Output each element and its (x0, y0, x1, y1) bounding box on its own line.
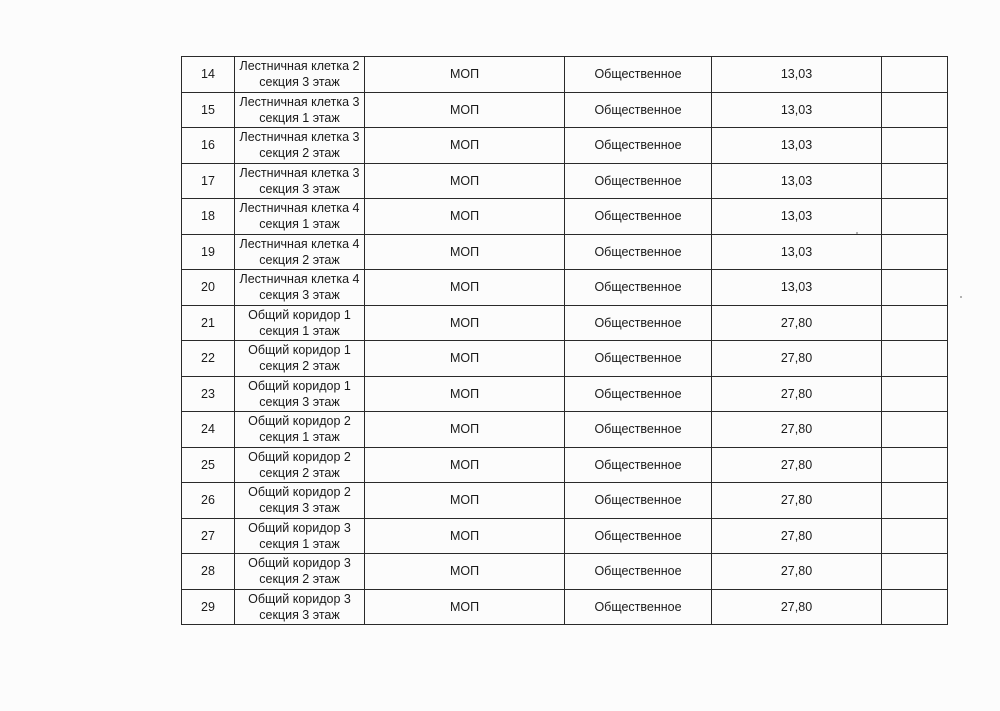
premises-name-line-2: секция 3 этаж (259, 501, 340, 516)
premises-area: 27,80 (712, 376, 882, 412)
premises-use: Общественное (565, 376, 712, 412)
premises-type: МОП (365, 589, 565, 625)
extra-cell (882, 483, 948, 519)
premises-name (235, 376, 365, 412)
premises-area: 13,03 (712, 234, 882, 270)
extra-cell (882, 270, 948, 306)
premises-area: 27,80 (712, 554, 882, 590)
table-row (182, 234, 948, 270)
premises-name (235, 412, 365, 448)
premises-area: 13,03 (712, 163, 882, 199)
premises-area: 27,80 (712, 412, 882, 448)
premises-area: 27,80 (712, 518, 882, 554)
table-row (182, 483, 948, 519)
premises-name-line-2: секция 3 этаж (259, 394, 340, 409)
premises-name-line-1: Лестничная клетка 3 (239, 130, 360, 145)
premises-name (235, 234, 365, 270)
row-number: 28 (182, 554, 235, 590)
premises-name-line-1: Лестничная клетка 3 (239, 94, 360, 109)
premises-name (235, 341, 365, 377)
row-number: 16 (182, 128, 235, 164)
premises-name-line-1: Лестничная клетка 4 (239, 272, 360, 287)
extra-cell (882, 234, 948, 270)
premises-name (235, 92, 365, 128)
table-row (182, 305, 948, 341)
extra-cell (882, 589, 948, 625)
premises-type: МОП (365, 305, 565, 341)
premises-use: Общественное (565, 483, 712, 519)
premises-area: 13,03 (712, 128, 882, 164)
premises-name-line-2: секция 3 этаж (259, 75, 340, 90)
extra-cell (882, 92, 948, 128)
premises-area: 13,03 (712, 270, 882, 306)
premises-name-line-1: Общий коридор 3 (248, 520, 351, 535)
premises-type: МОП (365, 483, 565, 519)
row-number: 20 (182, 270, 235, 306)
premises-name (235, 57, 365, 93)
extra-cell (882, 447, 948, 483)
premises-name-line-1: Лестничная клетка 4 (239, 236, 360, 251)
table-row (182, 199, 948, 235)
premises-name-line-1: Лестничная клетка 4 (239, 201, 360, 216)
extra-cell (882, 163, 948, 199)
premises-use: Общественное (565, 234, 712, 270)
row-number: 29 (182, 589, 235, 625)
premises-name-line-2: секция 2 этаж (259, 252, 340, 267)
premises-name-line-1: Общий коридор 3 (248, 591, 351, 606)
premises-name (235, 518, 365, 554)
premises-name-line-1: Лестничная клетка 3 (239, 165, 360, 180)
table-row (182, 57, 948, 93)
table-row (182, 412, 948, 448)
premises-name-line-1: Общий коридор 1 (248, 378, 351, 393)
row-number: 27 (182, 518, 235, 554)
premises-use: Общественное (565, 554, 712, 590)
premises-area: 13,03 (712, 57, 882, 93)
table-row (182, 518, 948, 554)
premises-use: Общественное (565, 92, 712, 128)
table-row (182, 447, 948, 483)
premises-area: 27,80 (712, 483, 882, 519)
table-row (182, 163, 948, 199)
premises-area: 13,03 (712, 92, 882, 128)
premises-name (235, 163, 365, 199)
extra-cell (882, 305, 948, 341)
premises-area: 27,80 (712, 447, 882, 483)
row-number: 19 (182, 234, 235, 270)
premises-name-line-2: секция 1 этаж (259, 110, 340, 125)
premises-use: Общественное (565, 447, 712, 483)
row-number: 15 (182, 92, 235, 128)
premises-name-line-2: секция 3 этаж (259, 288, 340, 303)
premises-name (235, 199, 365, 235)
premises-name-line-1: Общий коридор 1 (248, 343, 351, 358)
premises-type: МОП (365, 412, 565, 448)
premises-name (235, 305, 365, 341)
extra-cell (882, 554, 948, 590)
premises-name (235, 554, 365, 590)
premises-name (235, 589, 365, 625)
row-number: 22 (182, 341, 235, 377)
premises-name-line-2: секция 2 этаж (259, 465, 340, 480)
row-number: 18 (182, 199, 235, 235)
premises-name (235, 128, 365, 164)
premises-name (235, 270, 365, 306)
premises-name-line-2: секция 2 этаж (259, 359, 340, 374)
premises-type: МОП (365, 554, 565, 590)
table-row (182, 270, 948, 306)
premises-use: Общественное (565, 518, 712, 554)
row-number: 25 (182, 447, 235, 483)
premises-type: МОП (365, 447, 565, 483)
premises-name-line-2: секция 3 этаж (259, 181, 340, 196)
premises-area: 13,03 (712, 199, 882, 235)
premises-name (235, 483, 365, 519)
extra-cell (882, 57, 948, 93)
table-row (182, 341, 948, 377)
extra-cell (882, 341, 948, 377)
premises-type: МОП (365, 163, 565, 199)
premises-area: 27,80 (712, 305, 882, 341)
premises-use: Общественное (565, 412, 712, 448)
table-row (182, 92, 948, 128)
row-number: 17 (182, 163, 235, 199)
premises-type: МОП (365, 92, 565, 128)
row-number: 21 (182, 305, 235, 341)
row-number: 24 (182, 412, 235, 448)
premises-use: Общественное (565, 199, 712, 235)
premises-name (235, 447, 365, 483)
extra-cell (882, 376, 948, 412)
premises-name-line-1: Общий коридор 2 (248, 449, 351, 464)
premises-area: 27,80 (712, 341, 882, 377)
premises-type: МОП (365, 128, 565, 164)
row-number: 26 (182, 483, 235, 519)
premises-name-line-1: Общий коридор 1 (248, 307, 351, 322)
premises-name-line-2: секция 1 этаж (259, 536, 340, 551)
premises-type: МОП (365, 57, 565, 93)
premises-use: Общественное (565, 305, 712, 341)
premises-type: МОП (365, 199, 565, 235)
premises-name-line-2: секция 2 этаж (259, 146, 340, 161)
premises-name-line-2: секция 2 этаж (259, 572, 340, 587)
scan-speck (856, 232, 858, 234)
premises-use: Общественное (565, 341, 712, 377)
premises-type: МОП (365, 518, 565, 554)
premises-use: Общественное (565, 163, 712, 199)
premises-name-line-1: Общий коридор 2 (248, 485, 351, 500)
premises-name-line-1: Лестничная клетка 2 (239, 59, 360, 74)
premises-use: Общественное (565, 57, 712, 93)
extra-cell (882, 518, 948, 554)
scan-speck (960, 296, 962, 298)
premises-area: 27,80 (712, 589, 882, 625)
premises-name-line-2: секция 1 этаж (259, 430, 340, 445)
table-row (182, 376, 948, 412)
premises-name-line-1: Общий коридор 3 (248, 556, 351, 571)
premises-name-line-2: секция 3 этаж (259, 607, 340, 622)
table-row (182, 554, 948, 590)
extra-cell (882, 199, 948, 235)
premises-name-line-2: секция 1 этаж (259, 217, 340, 232)
premises-name-line-2: секция 1 этаж (259, 323, 340, 338)
premises-use: Общественное (565, 589, 712, 625)
row-number: 14 (182, 57, 235, 93)
extra-cell (882, 128, 948, 164)
premises-use: Общественное (565, 128, 712, 164)
premises-type: МОП (365, 376, 565, 412)
table-row (182, 589, 948, 625)
premises-type: МОП (365, 341, 565, 377)
premises-table (181, 56, 948, 625)
premises-use: Общественное (565, 270, 712, 306)
premises-type: МОП (365, 270, 565, 306)
table-row (182, 128, 948, 164)
row-number: 23 (182, 376, 235, 412)
premises-table-body (182, 57, 948, 625)
premises-type: МОП (365, 234, 565, 270)
premises-name-line-1: Общий коридор 2 (248, 414, 351, 429)
extra-cell (882, 412, 948, 448)
